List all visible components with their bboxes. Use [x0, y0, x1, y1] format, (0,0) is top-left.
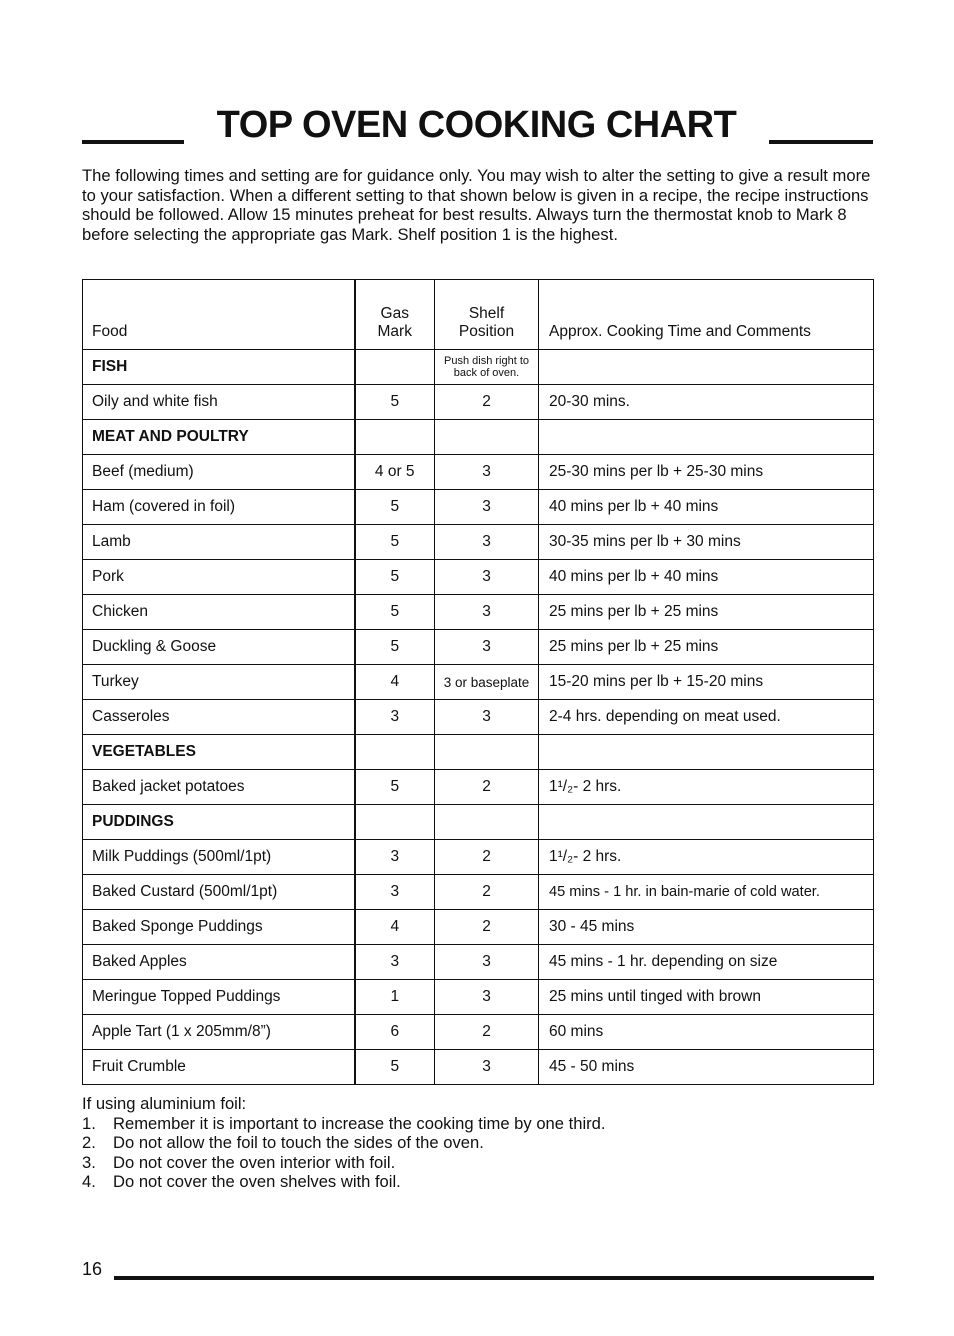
cell-comments: 2-4 hrs. depending on meat used. — [539, 700, 874, 735]
table-row — [83, 1050, 874, 1085]
cell-food: VEGETABLES — [83, 735, 355, 770]
cell-shelf-position — [435, 805, 539, 840]
cell-shelf-position: 2 — [435, 1015, 539, 1050]
cell-food: Chicken — [83, 595, 355, 630]
cell-gas-mark: 5 — [355, 1050, 435, 1085]
cell-comments: 1¹/₂- 2 hrs. — [539, 840, 874, 875]
table-row — [83, 700, 874, 735]
cell-comments: 40 mins per lb + 40 mins — [539, 490, 874, 525]
cell-comments: 1¹/₂- 2 hrs. — [539, 770, 874, 805]
table-row — [83, 490, 874, 525]
table-row — [83, 1015, 874, 1050]
table-header-row — [83, 280, 874, 350]
cell-comments — [539, 350, 874, 385]
cell-food: Casseroles — [83, 700, 355, 735]
cell-comments: 45 mins - 1 hr. depending on size — [539, 945, 874, 980]
cell-food: Milk Puddings (500ml/1pt) — [83, 840, 355, 875]
table-section-row — [83, 350, 874, 385]
header-gas-line1: Gas — [380, 305, 409, 322]
cell-shelf-position: Push dish right to back of oven. — [435, 350, 539, 385]
page-title: TOP OVEN COOKING CHART — [216, 104, 737, 146]
page-number: 16 — [82, 1259, 103, 1279]
header-comments: Approx. Cooking Time and Comments — [539, 280, 874, 350]
cell-gas-mark — [355, 735, 435, 770]
cell-comments: 25 mins per lb + 25 mins — [539, 630, 874, 665]
table-row — [83, 525, 874, 560]
cell-comments — [539, 420, 874, 455]
cell-gas-mark: 5 — [355, 490, 435, 525]
cell-food: Baked Apples — [83, 945, 355, 980]
title-rule-left — [82, 140, 184, 144]
cell-comments: 30 - 45 mins — [539, 910, 874, 945]
cell-food: PUDDINGS — [83, 805, 355, 840]
cell-gas-mark — [355, 350, 435, 385]
table-row — [83, 770, 874, 805]
cell-food: Apple Tart (1 x 205mm/8”) — [83, 1015, 355, 1050]
list-item — [82, 1153, 874, 1173]
cell-shelf-position: 2 — [435, 875, 539, 910]
table-section-row — [83, 735, 874, 770]
cell-shelf-position: 3 or baseplate — [435, 665, 539, 700]
cell-food: Baked Sponge Puddings — [83, 910, 355, 945]
list-number: 1. — [82, 1113, 96, 1133]
cell-food: Oily and white fish — [83, 385, 355, 420]
list-text: Remember it is important to increase the cooking time by one third. — [113, 1113, 606, 1133]
cell-food: MEAT AND POULTRY — [83, 420, 355, 455]
cell-gas-mark: 5 — [355, 770, 435, 805]
list-item — [82, 1114, 874, 1134]
table-row — [83, 385, 874, 420]
cell-gas-mark: 3 — [355, 945, 435, 980]
cell-shelf-position: 3 — [435, 945, 539, 980]
cell-comments: 25 mins until tinged with brown — [539, 980, 874, 1015]
cell-shelf-position: 3 — [435, 560, 539, 595]
cell-shelf-position — [435, 420, 539, 455]
table-row — [83, 840, 874, 875]
cell-shelf-position: 3 — [435, 455, 539, 490]
cell-gas-mark: 5 — [355, 525, 435, 560]
cell-shelf-position — [435, 735, 539, 770]
table-section-row — [83, 420, 874, 455]
table-row — [83, 630, 874, 665]
cell-shelf-position: 2 — [435, 770, 539, 805]
header-gas-line2: Mark — [377, 323, 412, 340]
foil-notes — [82, 1094, 874, 1192]
cell-gas-mark: 4 — [355, 910, 435, 945]
cell-food: Lamb — [83, 525, 355, 560]
cell-gas-mark — [355, 420, 435, 455]
list-item — [82, 1172, 874, 1192]
foil-list — [82, 1114, 874, 1192]
cell-food: Duckling & Goose — [83, 630, 355, 665]
intro-paragraph: The following times and setting are for guidance only. You may wish to alter the setting to give a result more to your satisfaction. When a different setting to that shown below is given in a recipe, the recipe instructions should be followed. Allow 15 minutes preheat for best results. Always turn the thermostat knob to Mark 8 before selecting the appropriate gas Mark. Shelf position 1 is the highest. — [82, 166, 871, 245]
header-shelf-line2: Position — [458, 323, 515, 340]
list-number: 2. — [82, 1133, 96, 1153]
cell-food: Pork — [83, 560, 355, 595]
list-text: Do not cover the oven interior with foil. — [113, 1152, 396, 1172]
cell-gas-mark: 3 — [355, 840, 435, 875]
cell-gas-mark: 1 — [355, 980, 435, 1015]
table-body — [83, 350, 874, 1085]
table-row — [83, 910, 874, 945]
cell-shelf-position: 3 — [435, 700, 539, 735]
cell-shelf-position: 3 — [435, 630, 539, 665]
footer-rule — [114, 1276, 874, 1280]
header-food: Food — [83, 280, 355, 350]
table-row — [83, 945, 874, 980]
cell-comments: 20-30 mins. — [539, 385, 874, 420]
table-row — [83, 665, 874, 700]
cell-food: Ham (covered in foil) — [83, 490, 355, 525]
cell-comments: 40 mins per lb + 40 mins — [539, 560, 874, 595]
cooking-chart-table — [82, 279, 874, 1085]
cell-gas-mark: 4 — [355, 665, 435, 700]
cell-gas-mark: 5 — [355, 560, 435, 595]
list-number: 4. — [82, 1172, 96, 1192]
cell-comments: 60 mins — [539, 1015, 874, 1050]
cell-gas-mark — [355, 805, 435, 840]
cell-food: Baked jacket potatoes — [83, 770, 355, 805]
table-row — [83, 560, 874, 595]
table-row — [83, 875, 874, 910]
cell-comments: 45 - 50 mins — [539, 1050, 874, 1085]
cell-food: Beef (medium) — [83, 455, 355, 490]
cell-shelf-position: 3 — [435, 595, 539, 630]
table-row — [83, 595, 874, 630]
cell-food: FISH — [83, 350, 355, 385]
list-text: Do not allow the foil to touch the sides of the oven. — [113, 1133, 484, 1153]
cell-shelf-position: 3 — [435, 980, 539, 1015]
header-shelf-line1: Shelf — [468, 305, 505, 322]
cell-food: Turkey — [83, 665, 355, 700]
cell-comments — [539, 805, 874, 840]
cell-gas-mark: 3 — [355, 875, 435, 910]
cell-comments: 45 mins - 1 hr. in bain-marie of cold water. — [539, 875, 874, 910]
cell-food: Fruit Crumble — [83, 1050, 355, 1085]
cell-comments: 25-30 mins per lb + 25-30 mins — [539, 455, 874, 490]
cell-shelf-position: 3 — [435, 490, 539, 525]
cell-food: Baked Custard (500ml/1pt) — [83, 875, 355, 910]
cell-gas-mark: 5 — [355, 595, 435, 630]
cell-food: Meringue Topped Puddings — [83, 980, 355, 1015]
cell-comments: 25 mins per lb + 25 mins — [539, 595, 874, 630]
cell-comments: 15-20 mins per lb + 15-20 mins — [539, 665, 874, 700]
header-shelf-position — [435, 280, 539, 350]
cell-shelf-position: 2 — [435, 385, 539, 420]
cell-shelf-position: 2 — [435, 840, 539, 875]
cell-comments: 30-35 mins per lb + 30 mins — [539, 525, 874, 560]
cell-comments — [539, 735, 874, 770]
table-row — [83, 455, 874, 490]
table-row — [83, 980, 874, 1015]
header-gas-mark — [355, 280, 435, 350]
title-rule-right — [769, 140, 873, 144]
cell-shelf-position: 3 — [435, 525, 539, 560]
list-item — [82, 1133, 874, 1153]
list-number: 3. — [82, 1152, 96, 1172]
cell-shelf-position: 3 — [435, 1050, 539, 1085]
cell-shelf-position: 2 — [435, 910, 539, 945]
cell-gas-mark: 5 — [355, 630, 435, 665]
cell-gas-mark: 4 or 5 — [355, 455, 435, 490]
table-section-row — [83, 805, 874, 840]
list-text: Do not cover the oven shelves with foil. — [113, 1172, 401, 1192]
foil-heading: If using aluminium foil: — [82, 1094, 247, 1113]
cell-gas-mark: 6 — [355, 1015, 435, 1050]
cell-gas-mark: 3 — [355, 700, 435, 735]
cell-gas-mark: 5 — [355, 385, 435, 420]
